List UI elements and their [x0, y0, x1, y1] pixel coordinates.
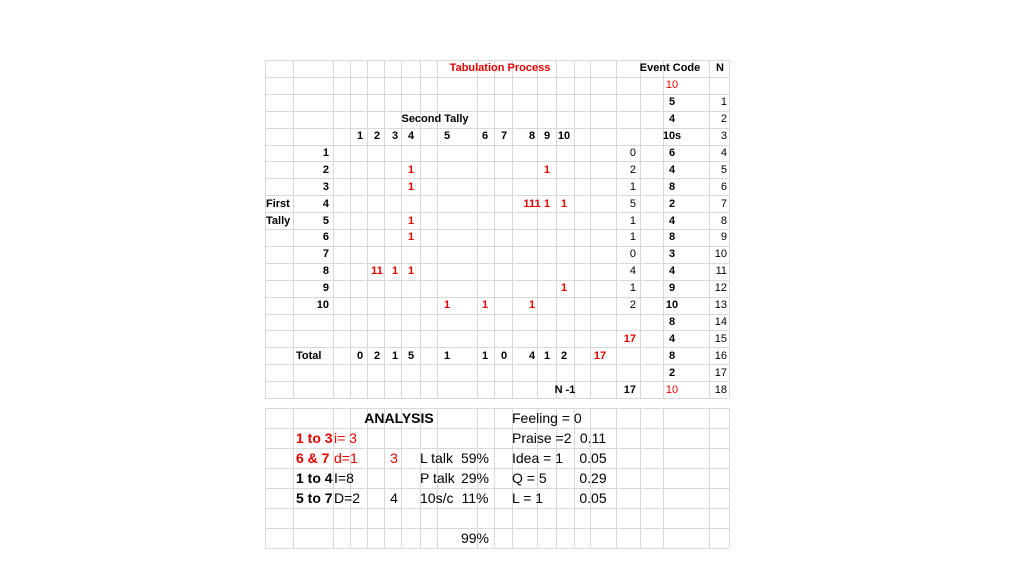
column-header: 5	[443, 130, 451, 143]
row-header: 3	[322, 180, 329, 193]
n-value: 12	[714, 282, 727, 295]
tally-mark: 1	[560, 282, 568, 295]
event-code: 8	[668, 231, 676, 244]
event-code: 4	[668, 113, 676, 126]
n-value: 15	[714, 332, 727, 345]
grid-row-line	[265, 263, 729, 264]
analysis-range: 1 to 3	[296, 430, 333, 446]
column-header: 3	[391, 130, 399, 143]
row-header: 9	[322, 282, 329, 295]
grid-col-line	[367, 60, 368, 398]
row-total: 1	[629, 214, 636, 227]
grid-col-line	[384, 60, 385, 398]
n-value: 14	[714, 315, 727, 328]
row-total: 0	[629, 248, 636, 261]
row-total: 5	[629, 197, 636, 210]
event-code: 2	[668, 366, 676, 379]
analysis-code: D=2	[334, 490, 361, 506]
column-total: 1	[443, 349, 451, 362]
row-header: 1	[322, 146, 329, 159]
analysis-ratio: 0.05	[579, 490, 607, 506]
row-header: 8	[322, 265, 329, 278]
grid-col-line	[293, 60, 294, 398]
analysis-code: d=1	[334, 450, 358, 466]
analysis-category: Feeling = 0	[512, 410, 582, 426]
row-header: 4	[322, 197, 329, 210]
n-value: 2	[720, 113, 727, 126]
row-total: 1	[629, 180, 636, 193]
column-header: 2	[373, 130, 381, 143]
tally-mark: 1	[407, 180, 415, 193]
grid-row-line	[265, 364, 729, 365]
grid-col-line	[265, 408, 266, 548]
grid-col-line	[265, 60, 266, 398]
n-value: 6	[720, 180, 727, 193]
grid-row-line	[265, 94, 729, 95]
analysis-category: Idea = 1	[512, 450, 563, 466]
analysis-number: 4	[390, 490, 398, 506]
event-code: 10s	[662, 130, 682, 143]
grid-col-line	[437, 60, 438, 398]
column-header: 4	[407, 130, 415, 143]
n-value: 8	[720, 214, 727, 227]
tally-mark: 111	[523, 197, 541, 210]
n-value: 18	[714, 383, 727, 396]
grid-row-line	[265, 347, 729, 348]
grid-col-line	[420, 60, 421, 398]
grid-col-line	[367, 408, 368, 548]
tally-mark: 1	[391, 265, 399, 278]
first-tally-label: Tally	[266, 214, 291, 227]
grid-col-line	[494, 408, 495, 548]
grid-col-line	[384, 408, 385, 548]
grid-row-line	[265, 161, 729, 162]
n-value: 11	[715, 265, 727, 278]
grid-col-line	[574, 60, 575, 398]
analysis-code: I=8	[334, 470, 354, 486]
event-code: 4	[668, 332, 676, 345]
grid-row-line	[265, 229, 729, 230]
grid-row-line	[265, 548, 729, 549]
first-tally-label: First	[266, 197, 290, 210]
tally-mark: 1	[407, 265, 415, 278]
tally-mark: 1	[528, 299, 536, 312]
analysis-number: 3	[390, 450, 398, 466]
tally-mark: 1	[543, 197, 551, 210]
event-code: 8	[668, 180, 676, 193]
event-code-header: Event Code	[639, 62, 701, 75]
grid-col-line	[350, 60, 351, 398]
event-code: 5	[668, 96, 676, 109]
n-value: 7	[720, 197, 727, 210]
analysis-range: 1 to 4	[296, 470, 333, 486]
grid-col-line	[537, 60, 538, 398]
analysis-range: 6 & 7	[296, 450, 330, 466]
row-total-sum: 17	[623, 332, 636, 345]
grid-col-line	[663, 60, 664, 398]
analysis-talk: P talk	[420, 470, 455, 486]
tally-mark: 1	[407, 231, 415, 244]
grid-col-line	[709, 408, 710, 548]
grid-col-line	[574, 408, 575, 548]
row-total: 1	[629, 282, 636, 295]
grid-col-line	[590, 60, 591, 398]
n-value: 5	[720, 163, 727, 176]
analysis-talk: L talk	[420, 450, 453, 466]
analysis-talk: 10s/c	[420, 490, 454, 506]
analysis-category: Praise =2	[512, 430, 572, 446]
grid-col-line	[663, 408, 664, 548]
grid-col-line	[640, 60, 641, 398]
column-header: 10	[557, 130, 571, 143]
second-tally-label: Second Tally	[401, 113, 469, 126]
grid-row-line	[265, 314, 729, 315]
grid-row-line	[265, 528, 729, 529]
column-total: 0	[500, 349, 508, 362]
grid-row-line	[265, 508, 729, 509]
column-total: 1	[391, 349, 399, 362]
tally-mark: 1	[543, 163, 551, 176]
grid-row-line	[265, 408, 729, 409]
n-value: 9	[720, 231, 727, 244]
total-label: Total	[296, 349, 322, 362]
n-value: 16	[714, 349, 727, 362]
n-value: 3	[720, 130, 727, 143]
row-header: 7	[322, 248, 329, 261]
event-code: 8	[668, 315, 676, 328]
row-total: 2	[629, 163, 636, 176]
grid-col-line	[333, 60, 334, 398]
tally-mark: 1	[407, 163, 415, 176]
analysis-category: L = 1	[512, 490, 544, 506]
grid-col-line	[494, 60, 495, 398]
grid-row-line	[265, 77, 729, 78]
analysis-category: Q = 5	[512, 470, 547, 486]
analysis-ratio: 0.29	[579, 470, 607, 486]
grid-col-line	[477, 60, 478, 398]
tally-mark: 1	[560, 197, 568, 210]
n-header: N	[716, 62, 724, 75]
grid-row-line	[265, 212, 729, 213]
analysis-code: i= 3	[334, 430, 357, 446]
analysis-percent: 29%	[460, 470, 490, 486]
n-value: 10	[714, 248, 727, 261]
column-total: 5	[407, 349, 415, 362]
analysis-percent: 11%	[461, 490, 489, 506]
grid-row-line	[265, 280, 729, 281]
analysis-ratio: 0.05	[579, 450, 607, 466]
event-code: 4	[668, 163, 676, 176]
grid-row-line	[265, 178, 729, 179]
n-minus-1-label: N -1	[554, 383, 576, 396]
event-code: 4	[668, 214, 676, 227]
grid-row-line	[265, 246, 729, 247]
column-total: 2	[560, 349, 568, 362]
analysis-range: 5 to 7	[296, 490, 333, 506]
row-total: 1	[629, 231, 636, 244]
column-header: 6	[481, 130, 489, 143]
grid-col-line	[293, 408, 294, 548]
grid-col-line	[616, 60, 617, 398]
n-minus-1-value: 17	[623, 383, 636, 396]
grid-col-line	[709, 60, 710, 398]
event-code: 9	[668, 282, 676, 295]
grid-row-line	[265, 330, 729, 331]
event-code: 4	[668, 265, 676, 278]
row-total: 2	[629, 299, 636, 312]
grid-col-line	[729, 408, 730, 548]
grid-col-line	[512, 60, 513, 398]
column-total: 1	[543, 349, 551, 362]
grid-row-line	[265, 398, 729, 399]
tally-mark: 1	[481, 299, 489, 312]
grid-col-line	[616, 408, 617, 548]
column-total: 0	[356, 349, 364, 362]
grid-row-line	[265, 145, 729, 146]
grid-col-line	[401, 408, 402, 548]
column-header: 8	[528, 130, 536, 143]
row-total: 4	[629, 265, 636, 278]
analysis-total-percent: 99%	[460, 530, 490, 546]
row-header: 6	[322, 231, 329, 244]
row-total: 0	[629, 146, 636, 159]
event-code: 6	[668, 146, 676, 159]
analysis-percent: 59%	[460, 450, 490, 466]
tally-mark: 11	[371, 265, 383, 278]
event-code: 10	[665, 79, 679, 92]
analysis-ratio: 0.11	[579, 430, 607, 446]
grid-row-line	[265, 297, 729, 298]
column-total: 1	[481, 349, 489, 362]
event-code: 2	[668, 197, 676, 210]
grid-row-line	[265, 128, 729, 129]
column-total: 2	[373, 349, 381, 362]
grid-row-line	[265, 195, 729, 196]
event-code: 10	[665, 383, 679, 396]
grid-col-line	[729, 60, 730, 398]
column-total-sum: 17	[593, 349, 607, 362]
analysis-title: ANALYSIS	[364, 410, 434, 426]
column-header: 9	[543, 130, 551, 143]
row-header: 5	[322, 214, 329, 227]
grid-row-line	[265, 381, 729, 382]
event-code: 3	[668, 248, 676, 261]
grid-row-line	[265, 111, 729, 112]
n-value: 17	[714, 366, 727, 379]
tally-mark: 1	[407, 214, 415, 227]
n-value: 1	[720, 96, 727, 109]
column-total: 4	[528, 349, 536, 362]
row-header: 10	[316, 299, 329, 312]
n-value: 4	[720, 146, 727, 159]
grid-col-line	[640, 408, 641, 548]
event-code: 8	[668, 349, 676, 362]
event-code: 10	[665, 299, 679, 312]
grid-col-line	[401, 60, 402, 398]
n-value: 13	[714, 299, 727, 312]
table-title: Tabulation Process	[449, 62, 551, 75]
column-header: 7	[500, 130, 508, 143]
grid-col-line	[556, 60, 557, 398]
column-header: 1	[356, 130, 364, 143]
row-header: 2	[322, 163, 329, 176]
tally-mark: 1	[443, 299, 451, 312]
